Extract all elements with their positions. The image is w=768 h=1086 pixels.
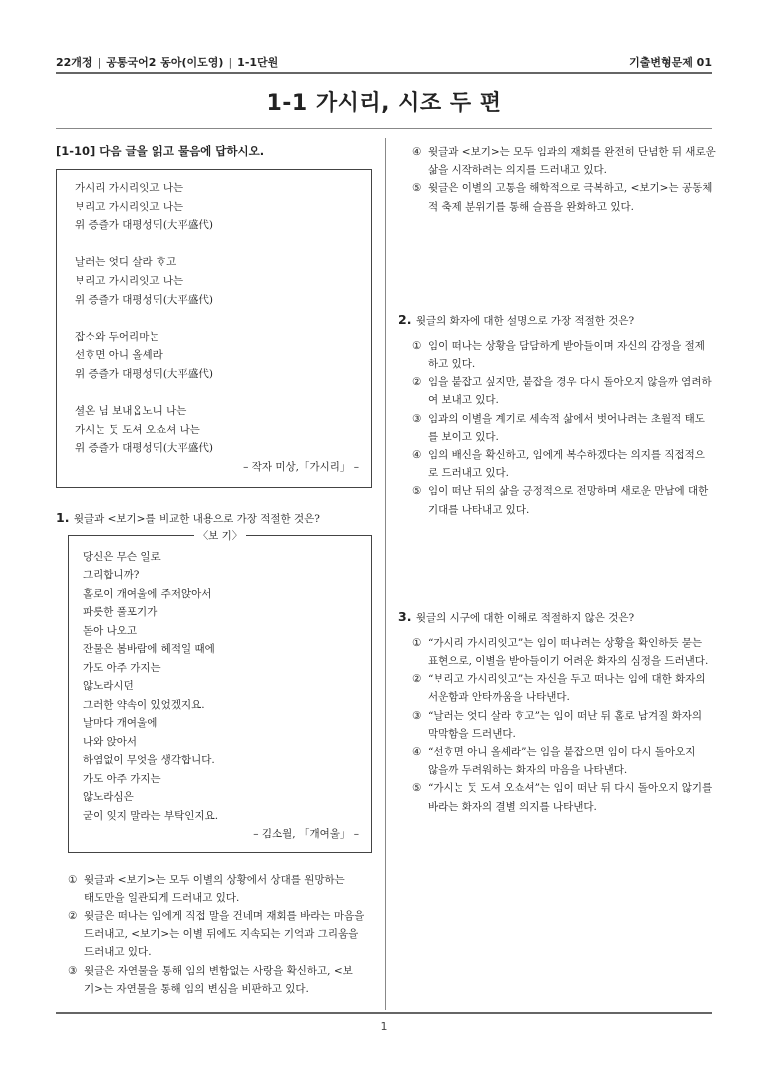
choice-text: 서운함과 안타까움을 나타낸다. <box>428 691 570 704</box>
choice-1[interactable] <box>412 337 716 373</box>
verse-line: 위 증즐가 대평성ᄃᆡ(大平盛代) <box>75 219 214 232</box>
choice-marker: ② <box>68 909 78 922</box>
bogi-line: 하염없이 무엇을 생각합니다. <box>83 754 215 766</box>
choice-text: 막막함을 드러낸다. <box>428 727 516 740</box>
bogi-line: 홀로이 개여울에 주저앉아서 <box>83 587 212 600</box>
choice-text: 삶을 시작하려는 의지를 드러내고 있다. <box>428 164 607 177</box>
choice-text: “날러는 엇디 살라 ᄒᆞ고”는 임이 떠난 뒤 홀로 남겨질 화자의 <box>428 709 703 722</box>
stanza-1 <box>75 179 359 235</box>
bogi-line: 잔물은 봄바람에 헤적일 때에 <box>83 643 215 655</box>
stanza-2 <box>75 253 359 309</box>
choice-text: 드러내고, <보기>는 이별 뒤에도 지속되는 기억과 그리움을 <box>84 928 359 941</box>
choice-marker: ② <box>412 673 422 686</box>
choice-text: 임과의 이별을 계기로 세속적 삶에서 벗어나려는 초월적 태도 <box>428 412 705 425</box>
choice-2[interactable] <box>68 907 372 962</box>
choice-1[interactable] <box>412 634 716 670</box>
choice-4[interactable] <box>412 743 716 779</box>
page-header <box>56 50 712 70</box>
verse-line: 잡ᄉᆞ와 두어리마ᄂᆞᆫ <box>75 330 160 343</box>
choice-text: 적 축제 분위기를 통해 슬픔을 완화하고 있다. <box>428 200 634 213</box>
bogi-line: 가도 아주 가지는 <box>83 772 161 785</box>
bogi-line: 당신은 무슨 일로 <box>83 550 161 563</box>
verse-line: ᄇᆞ리고 가시리잇고 나는 <box>75 274 184 287</box>
choice-text: “선ᄒᆞ면 아니 올셰라”는 임을 붙잡으면 임이 다시 돌아오지 <box>428 746 696 759</box>
choice-text: 임을 붙잡고 싶지만, 붙잡을 경우 다시 돌아오지 않을까 염려하 <box>428 376 712 389</box>
choice-text: 않을까 두려워하는 화자의 마음을 나타낸다. <box>428 764 628 777</box>
verse-line: 가시ᄂᆞᆫ ᄃᆞᆺ 도셔 오쇼셔 나는 <box>75 423 200 436</box>
choice-marker: ③ <box>412 709 422 722</box>
choice-text: 로 드러내고 있다. <box>428 467 510 480</box>
choice-text: 임의 배신을 확신하고, 임에게 복수하겠다는 의지를 직접적으 <box>428 449 705 462</box>
question-1-choices-b <box>412 143 716 216</box>
verse-line: ᄇᆞ리고 가시리잇고 나는 <box>75 200 184 213</box>
verse-line: 선ᄒᆞ면 아니 올셰라 <box>75 349 163 362</box>
question-text: 윗글의 시구에 대한 이해로 적절하지 않은 것은? <box>415 611 635 624</box>
instruction: [1-10] 다음 글을 읽고 물음에 답하시오. <box>56 144 265 158</box>
bogi-box <box>68 529 372 853</box>
header-unit: 1-1단원 <box>237 56 279 69</box>
question-1-stem: 1. 윗글과 <보기>를 비교한 내용으로 가장 적절한 것은? <box>56 509 320 525</box>
choice-5[interactable] <box>412 779 716 815</box>
bogi-line: 그리합니까? <box>83 569 140 581</box>
question-text: 윗글의 화자에 대한 설명으로 가장 적절한 것은? <box>415 314 635 327</box>
choice-text: 를 보이고 있다. <box>428 430 499 443</box>
choice-text: 하고 있다. <box>428 358 476 371</box>
bogi-line: 돋아 나오고 <box>83 624 138 637</box>
left-column <box>56 143 372 998</box>
bogi-line: 그러한 약속이 있었겠지요. <box>83 698 205 711</box>
page-number: 1 <box>380 1020 388 1033</box>
choice-text: 여 보내고 있다. <box>428 394 499 407</box>
bogi-source: – 김소월, 「개여울」 – <box>253 828 359 840</box>
header-grade: 22개정 <box>56 56 93 69</box>
choice-5[interactable] <box>412 179 716 215</box>
choice-4[interactable] <box>412 143 716 179</box>
verse-line: 위 증즐가 대평성ᄃᆡ(大平盛代) <box>75 442 214 455</box>
choice-marker: ④ <box>412 746 422 759</box>
choice-marker: ③ <box>412 412 422 425</box>
choice-text: 드러내고 있다. <box>84 946 152 959</box>
verse-line: 날러는 엇디 살라 ᄒᆞ고 <box>75 256 177 269</box>
stanza-3 <box>75 328 359 384</box>
choice-3[interactable] <box>412 707 716 743</box>
choice-marker: ⑤ <box>412 182 422 195</box>
choice-marker: ① <box>412 339 422 352</box>
choice-1[interactable] <box>68 871 372 907</box>
choice-marker: ⑤ <box>412 485 422 498</box>
header-rule <box>56 72 712 74</box>
verse-line: 가시리 가시리잇고 나는 <box>75 182 184 194</box>
bogi-line: 가도 아주 가지는 <box>83 661 161 674</box>
choice-text: 임이 떠나는 상황을 담담하게 받아들이며 자신의 감정을 절제 <box>428 339 705 352</box>
choice-3[interactable] <box>412 410 716 446</box>
choice-text: 임이 떠난 뒤의 삶을 긍정적으로 전망하며 새로운 만남에 대한 <box>428 485 709 498</box>
title-rule <box>56 128 712 129</box>
choice-text: “가시ᄂᆞᆫ ᄃᆞᆺ 도셔 오쇼셔”는 임이 떠난 뒤 다시 돌아오지 않기를 <box>428 782 713 795</box>
question-2-choices <box>412 337 716 519</box>
bogi-line: 날마다 개여울에 <box>83 717 158 729</box>
choice-text: 기>는 자연물을 통해 임의 변심을 비판하고 있다. <box>84 982 309 995</box>
choice-text: “가시리 가시리잇고”는 임이 떠나려는 상황을 확인하듯 묻는 <box>428 636 703 649</box>
choice-2[interactable] <box>412 373 716 409</box>
choice-marker: ⑤ <box>412 782 422 795</box>
choice-text: 윗글과 <보기>는 모두 이별의 상황에서 상대를 원망하는 <box>84 873 345 886</box>
choice-text: 윗글과 <보기>는 모두 임과의 재회를 완전히 단념한 뒤 새로운 <box>428 146 716 158</box>
passage-box <box>56 169 372 488</box>
verse-line: 위 증즐가 대평성ᄃᆡ(大平盛代) <box>75 367 214 380</box>
page-title: 1-1 가시리, 시조 두 편 <box>266 91 502 116</box>
choice-text: 기대를 나타내고 있다. <box>428 503 530 516</box>
choice-text: 표현으로, 이별을 받아들이기 어려운 화자의 심정을 드러낸다. <box>428 655 709 668</box>
choice-text: 바라는 화자의 결별 의지를 나타낸다. <box>428 800 597 813</box>
choice-text: “ᄇᆞ리고 가시리잇고”는 자신을 두고 떠나는 임에 대한 화자의 <box>428 673 706 686</box>
question-1-choices-a <box>68 871 372 998</box>
question-2-stem: 2. 윗글의 화자에 대한 설명으로 가장 적절한 것은? <box>398 311 635 327</box>
choice-4[interactable] <box>412 446 716 482</box>
choice-marker: ② <box>412 376 422 389</box>
right-column <box>398 143 716 816</box>
choice-text: 윗글은 이별의 고통을 해학적으로 극복하고, <보기>는 공동체 <box>428 182 713 195</box>
bogi-line: 나와 앉아서 <box>83 735 138 748</box>
choice-marker: ① <box>68 873 78 886</box>
choice-marker: ④ <box>412 146 422 158</box>
bogi-line: 않노라심은 <box>83 791 134 803</box>
verse-line: 위 증즐가 대평성ᄃᆡ(大平盛代) <box>75 293 214 306</box>
bogi-line: 않노라시던 <box>83 680 134 692</box>
question-number: 1 <box>56 509 65 525</box>
header-textbook: 공통국어2 동아(이도영) <box>106 56 224 69</box>
choice-marker: ④ <box>412 449 422 462</box>
footer-rule <box>56 1012 712 1014</box>
choice-3[interactable] <box>68 962 372 998</box>
passage-source: – 작자 미상,「가시리」 – <box>243 460 359 473</box>
question-number: 3 <box>398 608 407 624</box>
choice-marker: ① <box>412 636 422 649</box>
header-set-label: 기출변형문제 01 <box>629 56 712 69</box>
question-3-stem: 3. 윗글의 시구에 대한 이해로 적절하지 않은 것은? <box>398 608 635 624</box>
verse-line: 셜온 님 보내ᄋᆞᆸ노니 나는 <box>75 405 187 418</box>
choice-text: 윗글은 자연물을 통해 임의 변함없는 사랑을 확신하고, <보 <box>84 964 353 977</box>
question-text: 윗글과 <보기>를 비교한 내용으로 가장 적절한 것은? <box>73 512 320 525</box>
choice-text: 태도만을 일관되게 드러내고 있다. <box>84 891 240 904</box>
choice-text: 윗글은 떠나는 임에게 직접 말을 건네며 재회를 바라는 마음을 <box>84 909 365 922</box>
choice-marker: ③ <box>68 964 78 977</box>
stanza-4 <box>75 402 359 458</box>
column-divider <box>385 138 386 1010</box>
bogi-label: 〈보 기〉 <box>194 530 247 542</box>
header-breadcrumb: 22개정 | 공통국어2 동아(이도영) | 1-1단원 <box>56 56 279 69</box>
choice-5[interactable] <box>412 482 716 518</box>
bogi-line: 파릇한 풀포기가 <box>83 606 158 618</box>
bogi-line: 굳이 잊지 말라는 부탁인지요. <box>83 809 219 822</box>
question-3-choices <box>412 634 716 816</box>
choice-2[interactable] <box>412 670 716 706</box>
question-number: 2 <box>398 311 407 327</box>
